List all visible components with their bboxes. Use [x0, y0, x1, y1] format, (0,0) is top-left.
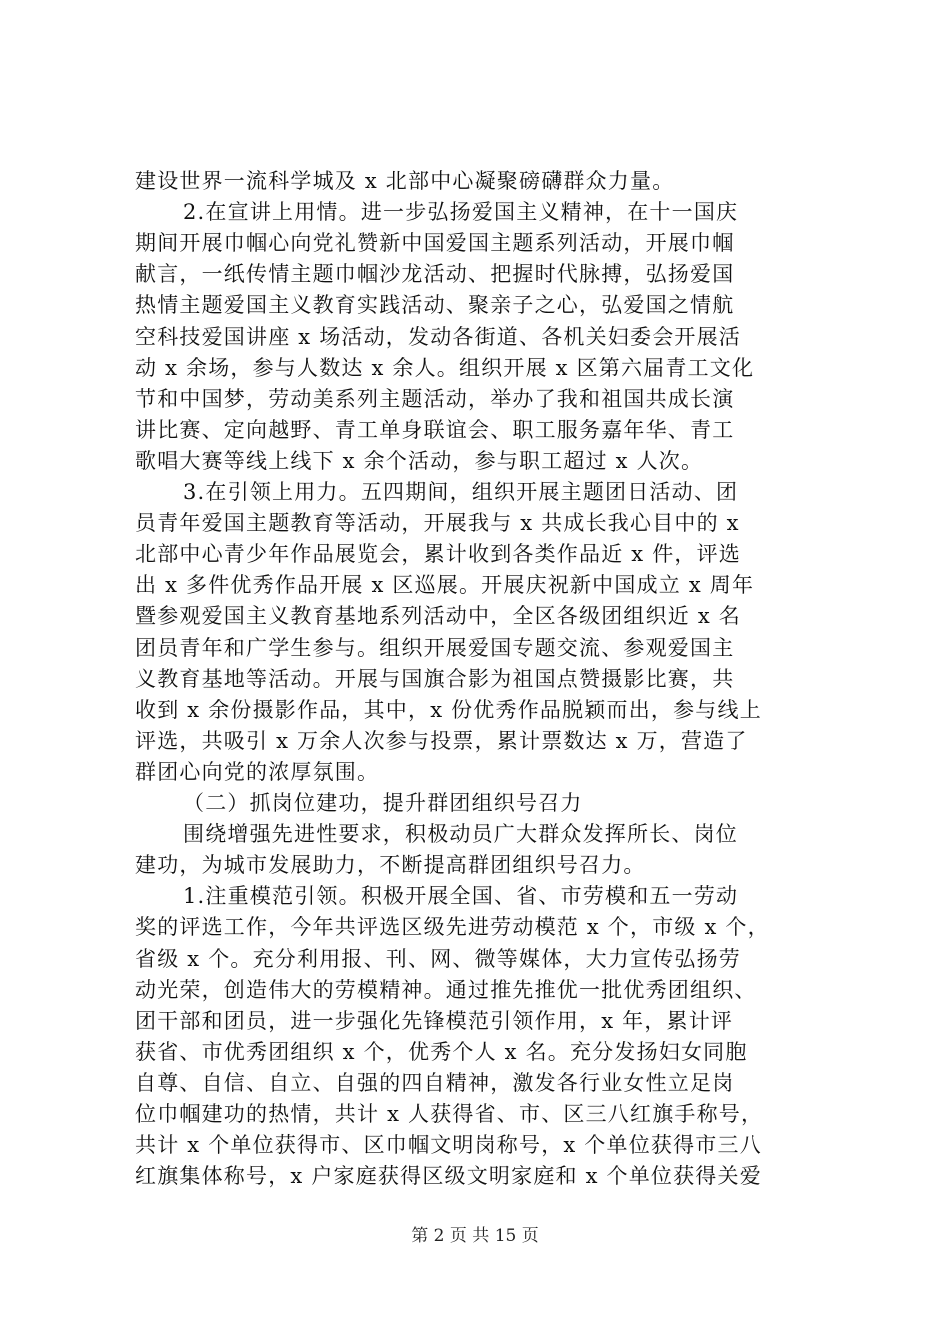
- text-line: 1.注重模范引领。积极开展全国、省、市劳模和五一劳动: [183, 884, 739, 909]
- text-line: 省级 x 个。充分利用报、刊、网、微等媒体，大力宣传弘扬劳: [135, 946, 741, 971]
- text-line: 期间开展巾帼心向党礼赞新中国爱国主题系列活动，开展巾帼: [135, 231, 735, 256]
- text-line: 热情主题爱国主义教育实践活动、聚亲子之心，弘爱国之情航: [135, 293, 735, 318]
- text-line: 暨参观爱国主义教育基地系列活动中，全区各级团组织近 x 名: [135, 604, 741, 629]
- text-line: 动 x 余场，参与人数达 x 余人。组织开展 x 区第六届青工文化: [135, 355, 755, 380]
- text-line: 讲比赛、定向越野、青工单身联谊会、职工服务嘉年华、青工: [135, 417, 735, 442]
- text-line: 献言，一纸传情主题巾帼沙龙活动、把握时代脉搏，弘扬爱国: [135, 262, 735, 287]
- text-line: 红旗集体称号，x 户家庭获得区级文明家庭和 x 个单位获得关爱: [135, 1164, 762, 1189]
- text-line: 节和中国梦，劳动美系列主题活动，举办了我和祖国共成长演: [135, 386, 735, 411]
- text-line: 建功，为城市发展助力，不断提高群团组织号召力。: [135, 853, 646, 878]
- text-line: 空科技爱国讲座 x 场活动，发动各街道、各机关妇委会开展活: [135, 324, 741, 349]
- text-line: 出 x 多件优秀作品开展 x 区巡展。开展庆祝新中国成立 x 周年: [135, 573, 755, 598]
- text-line: 动光荣，创造伟大的劳模精神。通过推先推优一批优秀团组织、: [135, 977, 757, 1002]
- text-line: 共计 x 个单位获得市、区巾帼文明岗称号，x 个单位获得市三八: [135, 1133, 762, 1158]
- text-line: 团员青年和广学生参与。组织开展爱国专题交流、参观爱国主: [135, 635, 735, 660]
- text-line: 奖的评选工作，今年共评选区级先进劳动模范 x 个，市级 x 个，: [135, 915, 770, 940]
- text-line: 义教育基地等活动。开展与国旗合影为祖国点赞摄影比赛，共: [135, 666, 735, 691]
- text-line: 位巾帼建功的热情，共计 x 人获得省、市、区三八红旗手称号，: [135, 1102, 764, 1126]
- page-footer: 第 2 页 共 15 页: [411, 1226, 539, 1246]
- text-line: 自尊、自信、自立、自强的四自精神，激发各行业女性立足岗: [135, 1070, 735, 1095]
- text-line: 歌唱大赛等线上线下 x 余个活动，参与职工超过 x 人次。: [135, 448, 704, 473]
- text-line: 团干部和团员，进一步强化先锋模范引领作用，x 年，累计评: [135, 1008, 734, 1033]
- text-line: 评选，共吸引 x 万余人次参与投票，累计票数达 x 万，营造了: [135, 728, 748, 753]
- text-line: 北部中心青少年作品展览会，累计收到各类作品近 x 件，评选: [135, 542, 741, 567]
- text-line: 收到 x 余份摄影作品，其中，x 份优秀作品脱颖而出，参与线上: [135, 697, 762, 722]
- text-line: 群团心向党的浓厚氛围。: [135, 759, 380, 784]
- text-line: 建设世界一流科学城及 x 北部中心凝聚磅礴群众力量。: [135, 169, 675, 193]
- text-line: 员青年爱国主题教育等活动，开展我与 x 共成长我心目中的 x: [135, 511, 740, 536]
- text-line: 围绕增强先进性要求，积极动员广大群众发挥所长、岗位: [183, 822, 738, 847]
- text-line: 3.在引领上用力。五四期间，组织开展主题团日活动、团: [183, 480, 739, 504]
- section-heading: （二）抓岗位建功，提升群团组织号召力: [183, 791, 583, 815]
- text-line: 获省、市优秀团组织 x 个，优秀个人 x 名。充分发扬妇女同胞: [135, 1039, 748, 1064]
- text-line: 2.在宣讲上用情。进一步弘扬爱国主义精神，在十一国庆: [183, 200, 739, 225]
